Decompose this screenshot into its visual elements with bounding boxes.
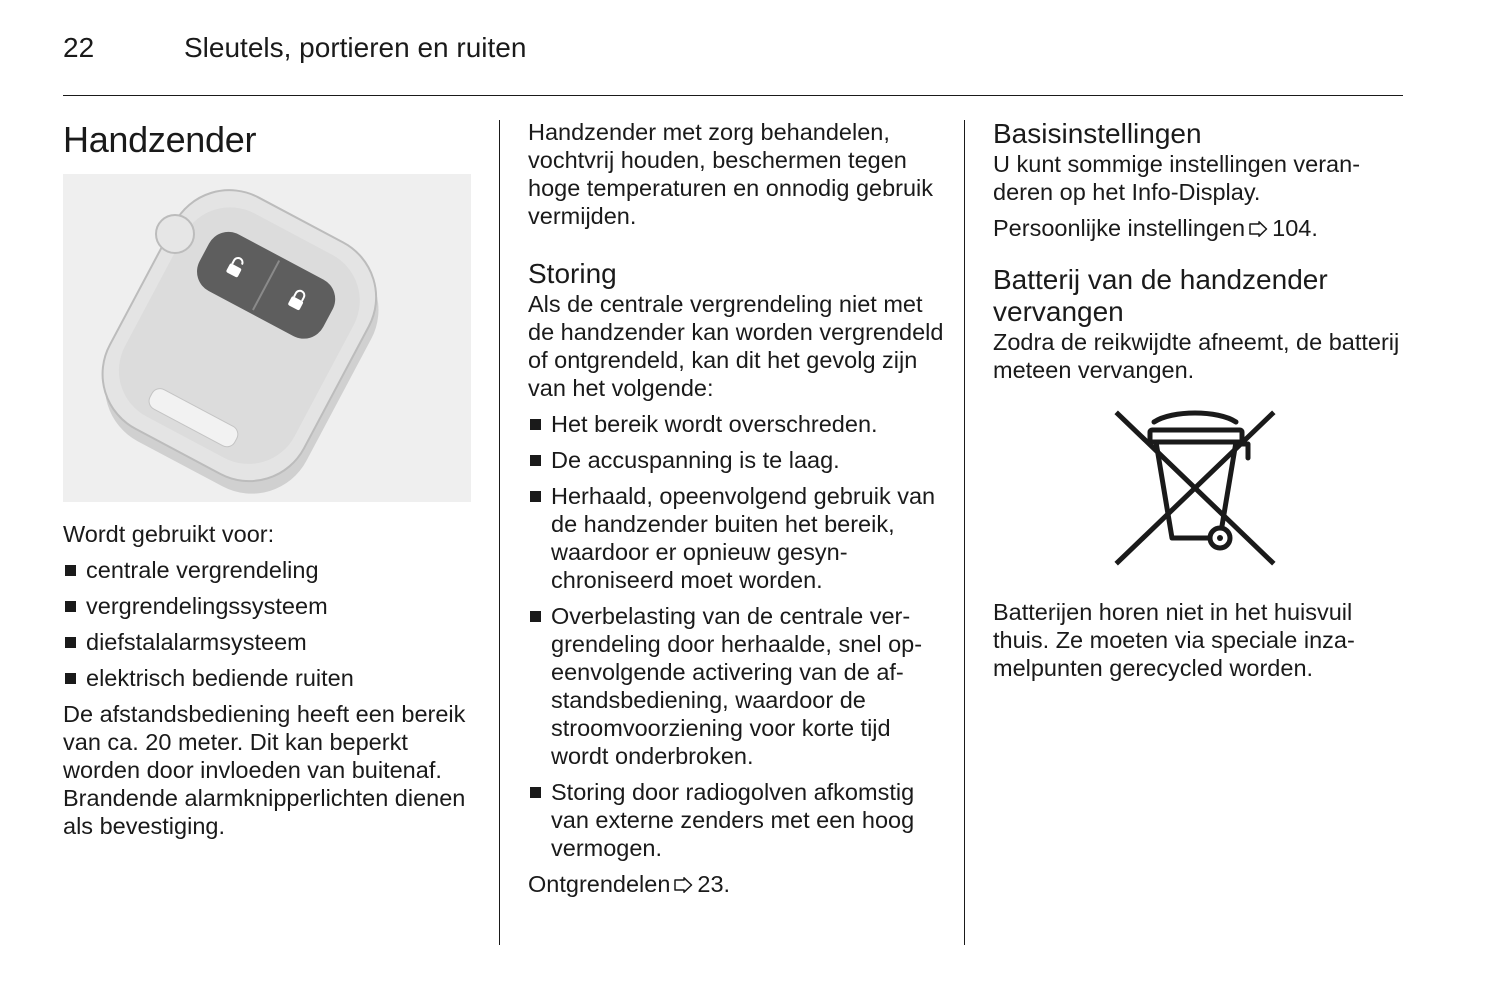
xref-label: Ontgrendelen [528,871,671,897]
unlock-xref[interactable] [528,870,948,898]
battery-heading: Batterij van de handzender vervangen [993,264,1328,327]
list-item: Overbelasting van de centrale vergrendeling door herhaalde, snel opeenvolgende activering van de afstandsbediening, waardoor de stroomvoorziening voor korte tijd wordt onderbroken. [528,602,948,770]
list-item: Het bereik wordt overschreden. [528,410,948,438]
basic-settings-paragraph: U kunt sommige instellingen veranderen op het Info-Display. [993,151,1361,205]
column-2 [528,118,948,906]
header-rule [63,95,1403,96]
personal-settings-xref[interactable] [993,214,1403,242]
xref-label: Persoonlijke instellingen [993,215,1246,241]
care-paragraph: Handzender met zorg behandelen, vochtvrij houden, beschermen tegen hoge temperaturen en onnodig gebruik vermijden. [528,119,934,229]
disposal-paragraph: Batterijen horen niet in het huisvuil thuis. Ze moeten via speciale inzamelpunten gerecycled worden. [993,599,1355,681]
xref-arrow-icon [1248,221,1268,237]
xref-page: 104. [1272,215,1318,241]
page-number: 22 [63,32,95,63]
crossed-out-wheelie-bin-icon [1114,410,1276,568]
list-item: elektrisch bediende ruiten [63,664,483,692]
list-item: vergrendelingssysteem [63,592,483,620]
uses-intro: Wordt gebruikt voor: [63,521,275,547]
remote-key-icon [63,174,471,502]
page-heading: Handzender [63,119,257,160]
column-divider-2 [964,120,965,945]
list-item: centrale vergrendeling [63,556,483,584]
battery-paragraph: Zodra de reikwijdte afneemt, de batterij meteen vervangen. [993,329,1400,383]
range-paragraph: De afstandsbediening heeft een bereik van ca. 20 meter. Dit kan beperkt worden door invloeden van buitenaf. Brandende alarmknipperlichten dienen als bevestiging. [63,701,466,839]
causes-list [528,410,948,862]
column-divider-1 [499,120,500,945]
list-item: Herhaald, opeenvolgend gebruik van de handzender buiten het bereik, waardoor er opnieuw gesynchroniseerd moet worden. [528,482,948,594]
uses-list [63,556,483,692]
list-item: diefstalalarmsysteem [63,628,483,656]
column-1 [63,118,483,848]
xref-arrow-icon [673,877,693,893]
storing-heading: Storing [528,258,617,289]
column-3 [993,118,1403,690]
xref-page: 23. [697,871,731,897]
storing-intro: Als de centrale vergrendeling niet met de handzender kan worden vergrendeld of ontgrendeld, kan dit het gevolg zijn van het volgende: [528,291,944,401]
list-item: Storing door radiogolven afkomstig van externe zenders met een hoog vermogen. [528,778,948,862]
section-title: Sleutels, portieren en ruiten [184,32,527,63]
list-item: De accuspanning is te laag. [528,446,948,474]
basic-settings-heading: Basisinstellingen [993,118,1202,149]
